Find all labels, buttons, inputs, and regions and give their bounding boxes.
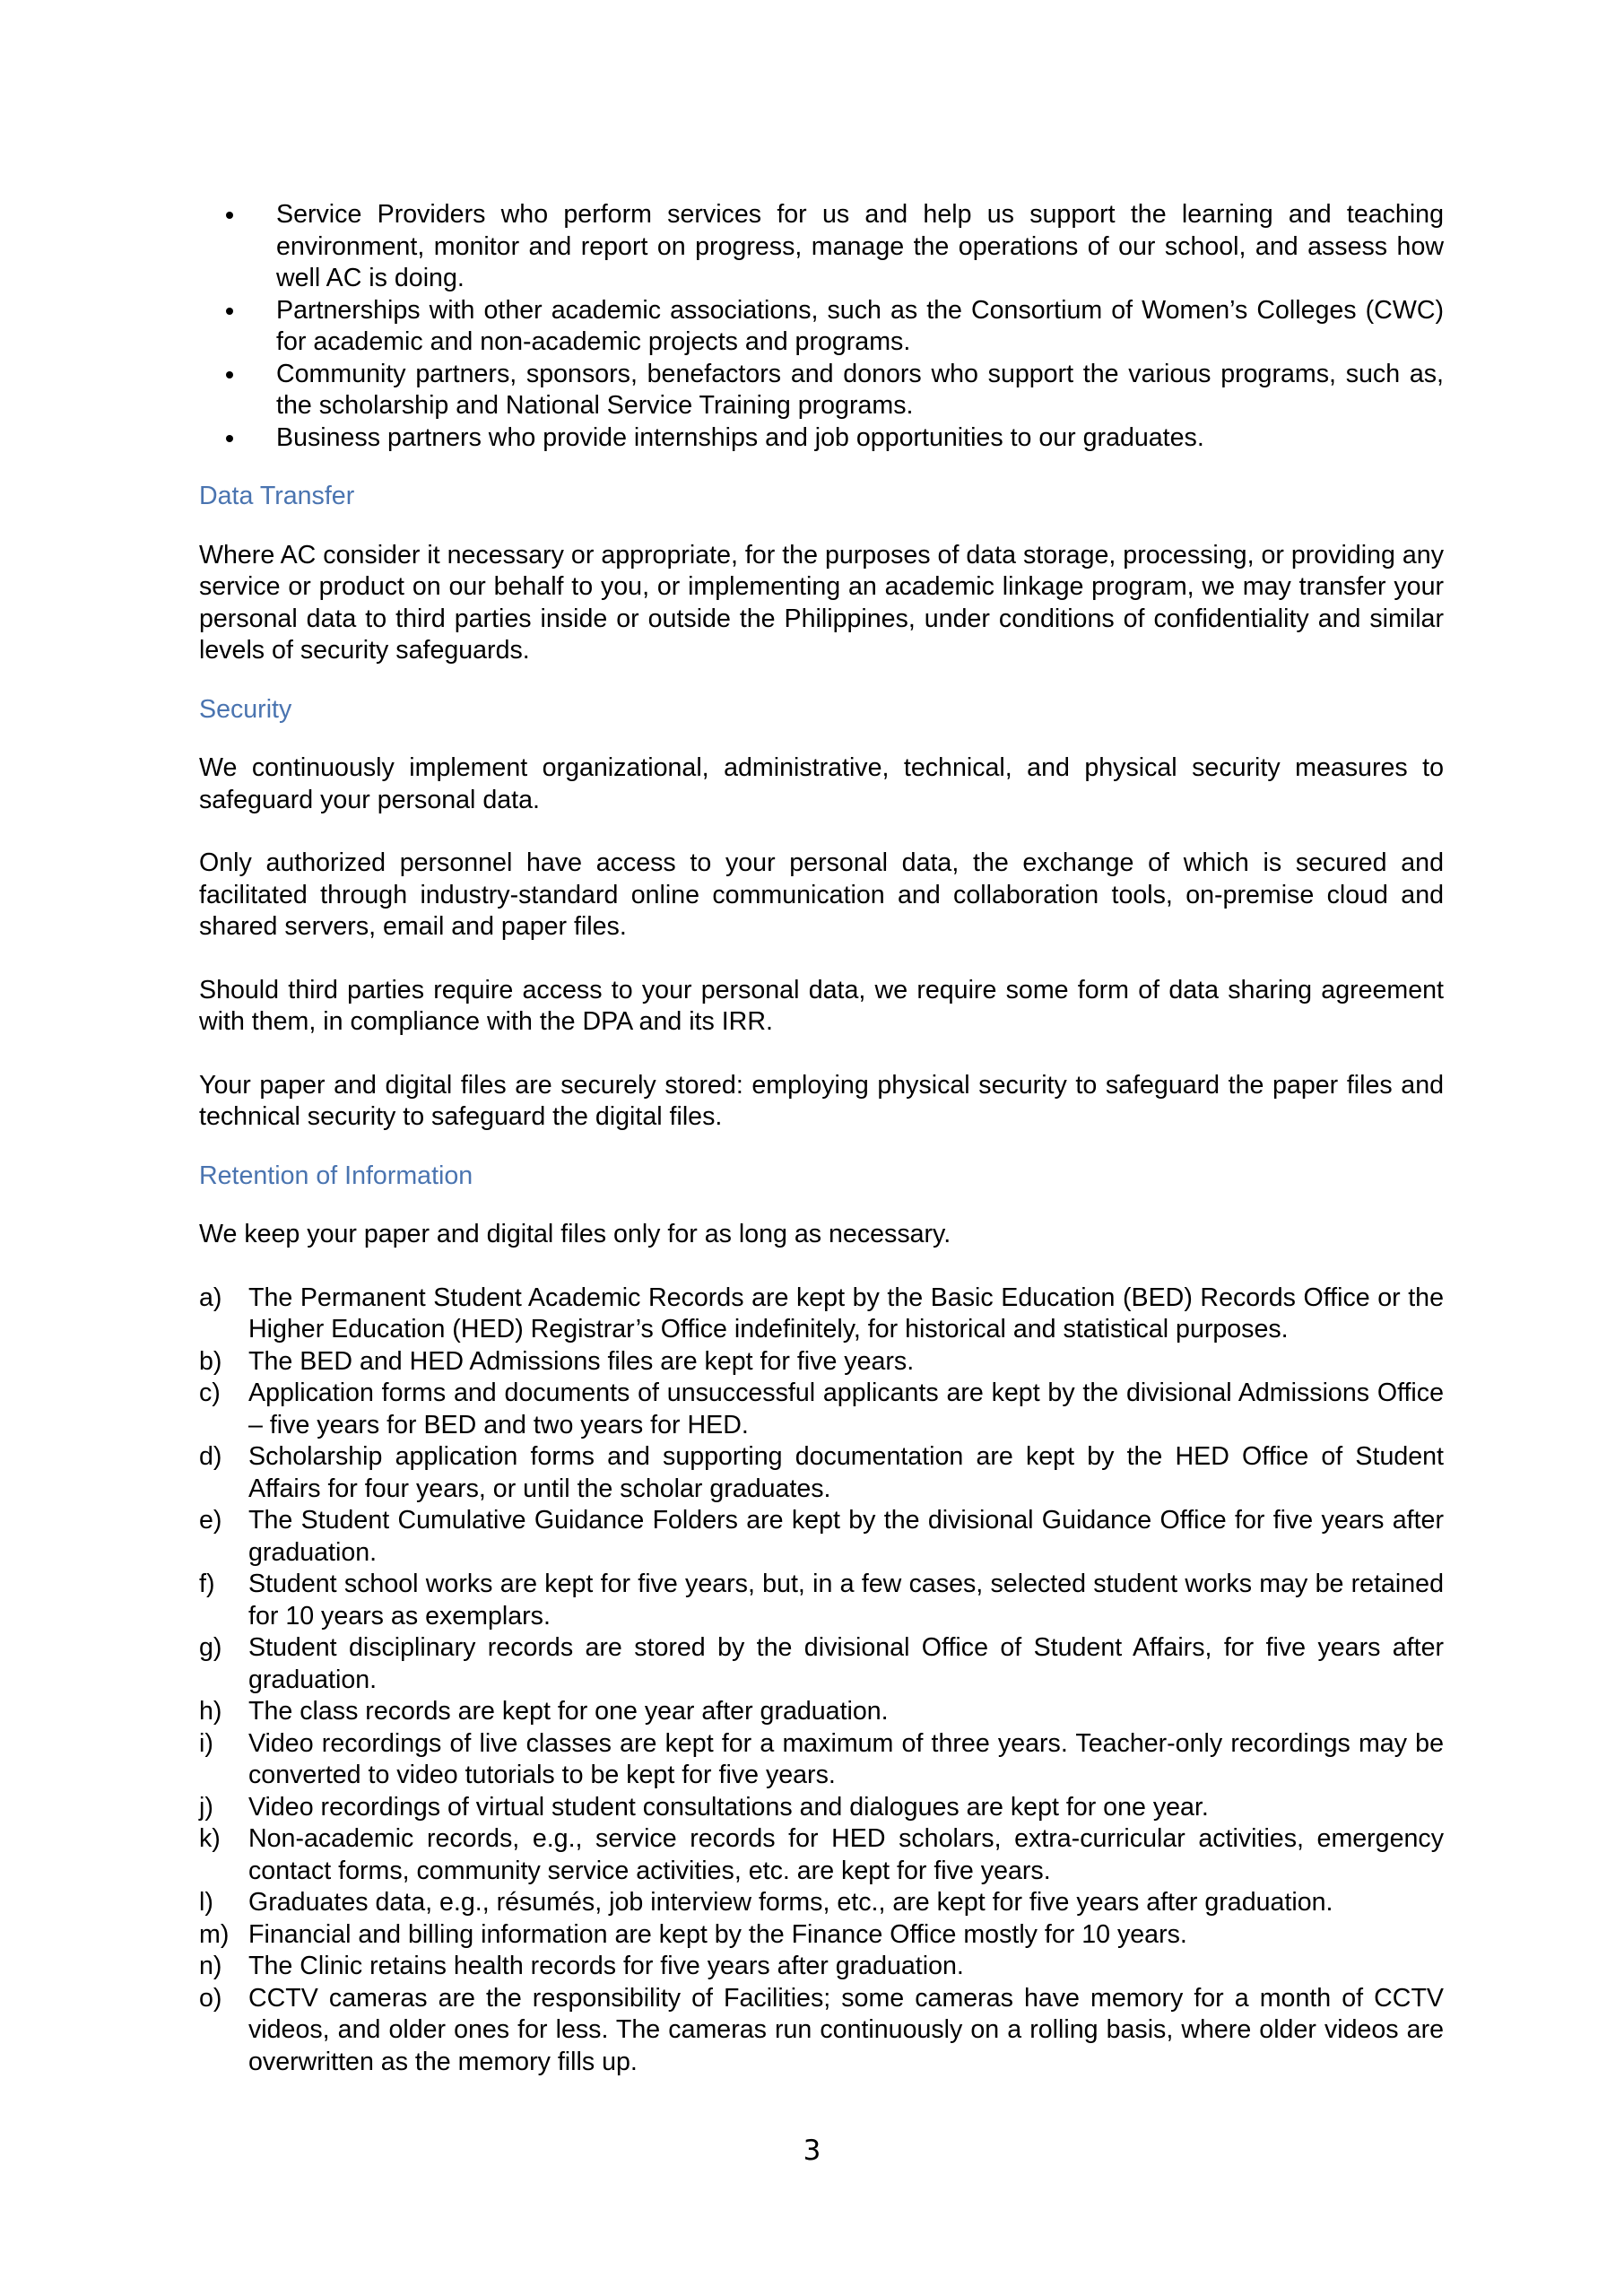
page-content xyxy=(199,199,1444,2078)
security-heading: Security xyxy=(199,694,292,724)
list-item xyxy=(199,1569,1444,1632)
list-marker: h) xyxy=(199,1697,222,1726)
bullet-dot-icon xyxy=(226,212,233,219)
list-item xyxy=(199,1951,1444,1983)
list-item-text: Application forms and documents of unsuccessful applicants are kept by the divisional Admissions Office – five years for BED and two years for HED. xyxy=(248,1378,1444,1439)
list-item-text: Financial and billing information are kept by the Finance Office mostly for 10 years. xyxy=(248,1919,1187,1949)
bullet-item xyxy=(199,295,1444,359)
list-item xyxy=(199,1346,1444,1378)
list-item-text: Non-academic records, e.g., service records for HED scholars, extra-curricular activities, emergency contact forms, community service activities, etc. are kept for five years. xyxy=(248,1824,1444,1885)
list-item xyxy=(199,1792,1444,1824)
security-paragraph: Only authorized personnel have access to your personal data, the exchange of which is secured and facilitated through industry-standard online communication and collaboration tools, on-premise cloud and shared servers, email and paper files. xyxy=(199,848,1444,941)
list-item xyxy=(199,1505,1444,1569)
list-marker: o) xyxy=(199,1983,222,2013)
bullet-item xyxy=(199,359,1444,422)
list-marker: j) xyxy=(199,1792,213,1822)
list-marker: c) xyxy=(199,1378,221,1407)
retention-intro: We keep your paper and digital files only for as long as necessary. xyxy=(199,1220,951,1248)
list-item-text: The Student Cumulative Guidance Folders are kept by the divisional Guidance Office for five years after graduation. xyxy=(248,1506,1444,1567)
bullet-list xyxy=(199,199,1444,454)
bullet-item xyxy=(199,199,1444,295)
list-marker: n) xyxy=(199,1952,222,1980)
list-item xyxy=(199,1919,1444,1952)
list-item-text: Video recordings of virtual student consultations and dialogues are kept for one year. xyxy=(248,1792,1209,1822)
list-item xyxy=(199,1441,1444,1505)
list-marker: l) xyxy=(199,1888,213,1917)
list-marker: f) xyxy=(199,1570,215,1598)
bullet-text: Community partners, sponsors, benefactors and donors who support the various programs, such as, the scholarship and National Service Training programs. xyxy=(276,359,1444,420)
list-item-text: The Clinic retains health records for five years after graduation. xyxy=(248,1952,964,1980)
list-item xyxy=(199,1887,1444,1919)
security-paragraph: Should third parties require access to your personal data, we require some form of data sharing agreement with them, in compliance with the DPA and its IRR. xyxy=(199,975,1444,1036)
security-paragraph: We continuously implement organizational, administrative, technical, and physical security measures to safeguard your personal data. xyxy=(199,753,1444,814)
retention-heading: Retention of Information xyxy=(199,1161,473,1190)
list-marker: b) xyxy=(199,1346,222,1376)
list-item xyxy=(199,1283,1444,1346)
list-marker: g) xyxy=(199,1633,222,1662)
list-item-text: Student disciplinary records are stored by the divisional Office of Student Affairs, for five years after graduation. xyxy=(248,1633,1444,1694)
list-item xyxy=(199,1378,1444,1441)
list-item-text: Scholarship application forms and supporting documentation are kept by the HED Office of Student Affairs for four years, or until the scholar graduates. xyxy=(248,1442,1444,1503)
data-transfer-paragraph: Where AC consider it necessary or appropriate, for the purposes of data storage, processing, or providing any service or product on our behalf to you, or implementing an academic linkage program, we may transfer your personal data to third parties inside or outside the Philippines, under conditions of confidentiality and similar levels of security safeguards. xyxy=(199,540,1444,665)
page-number: 3 xyxy=(803,2135,821,2167)
list-item-text: CCTV cameras are the responsibility of Facilities; some cameras have memory for a month of CCTV videos, and older ones for less. The cameras run continuously on a rolling basis, where older videos are overwritten as the memory fills up. xyxy=(248,1983,1444,2076)
list-item xyxy=(199,1696,1444,1728)
security-paragraph: Your paper and digital files are securely stored: employing physical security to safeguard the paper files and technical security to safeguard the digital files. xyxy=(199,1070,1444,1131)
list-item xyxy=(199,1983,1444,2079)
bullet-dot-icon xyxy=(226,435,233,442)
list-item-text: The class records are kept for one year after graduation. xyxy=(248,1697,889,1726)
list-marker: k) xyxy=(199,1824,221,1853)
list-item xyxy=(199,1728,1444,1792)
list-item-text: Graduates data, e.g., résumés, job interview forms, etc., are kept for five years after graduation. xyxy=(248,1888,1333,1917)
list-marker: m) xyxy=(199,1919,230,1949)
retention-list xyxy=(199,1283,1444,2079)
data-transfer-heading: Data Transfer xyxy=(199,482,355,510)
bullet-dot-icon xyxy=(226,371,233,378)
list-item-text: The BED and HED Admissions files are kept for five years. xyxy=(248,1346,915,1376)
list-item-text: Video recordings of live classes are kept for a maximum of three years. Teacher-only recordings may be converted to video tutorials to be kept for five years. xyxy=(248,1728,1444,1789)
bullet-text: Service Providers who perform services for us and help us support the learning and teaching environment, monitor and report on progress, manage the operations of our school, and assess how well AC is doing. xyxy=(276,200,1444,292)
list-marker: i) xyxy=(199,1728,213,1758)
bullet-item xyxy=(199,422,1444,455)
bullet-dot-icon xyxy=(226,308,233,315)
list-item xyxy=(199,1823,1444,1887)
list-item xyxy=(199,1632,1444,1696)
list-marker: d) xyxy=(199,1442,222,1471)
list-marker: a) xyxy=(199,1283,222,1312)
list-marker: e) xyxy=(199,1506,222,1535)
bullet-text: Partnerships with other academic associations, such as the Consortium of Women’s Colleges (CWC) for academic and non-academic projects and programs. xyxy=(276,295,1444,356)
bullet-text: Business partners who provide internships and job opportunities to our graduates. xyxy=(276,422,1204,452)
list-item-text: Student school works are kept for five years, but, in a few cases, selected student works may be retained for 10 years as exemplars. xyxy=(248,1570,1444,1631)
list-item-text: The Permanent Student Academic Records are kept by the Basic Education (BED) Records Office or the Higher Education (HED) Registrar’s Office indefinitely, for historical and statistical purposes. xyxy=(248,1283,1444,1344)
